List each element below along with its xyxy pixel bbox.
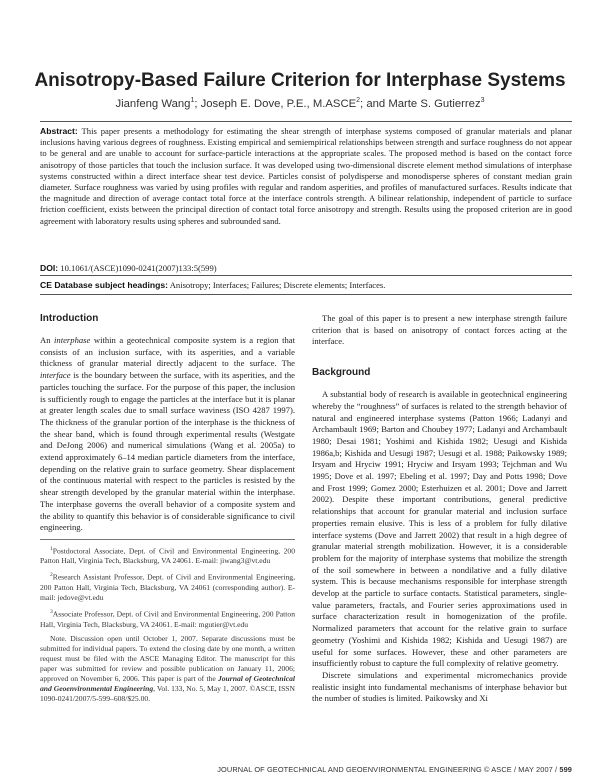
abstract-label: Abstract: (40, 126, 78, 136)
ce-database-value: Anisotropy; Interfaces; Failures; Discrete elements; Interfaces. (169, 280, 386, 290)
doi-line (40, 263, 572, 273)
doi-rule (40, 275, 572, 276)
goal-paragraph: The goal of this paper is to present a new interphase strength failure criterion that is based on anisotropy of contact forces acting at the interface. (312, 313, 567, 347)
abstract-top-rule (40, 121, 572, 122)
author-affiliation-mark: 1 (190, 97, 195, 104)
doi-value[interactable]: 10.1061/(ASCE)1090-0241(2007)133:5(599) (60, 263, 217, 273)
author-name: Jianfeng Wang (115, 97, 191, 110)
ce-database-line (40, 280, 572, 290)
header-bottom-rule (40, 294, 572, 295)
footnote-3: $^3$Associate Professor, Dept. of Civil and Environmental Engineering, 200 Patton Hall, Virginia Tech, Blacksburg, VA 24061. E-mail: mgutier@vt.edu (40, 609, 295, 629)
abstract-block (40, 126, 572, 227)
page-number: 599 (559, 765, 572, 774)
author-separator: ; and (360, 97, 389, 110)
doi-label: DOI: (40, 263, 59, 273)
ce-database-label: CE Database subject headings: (40, 280, 168, 290)
author-affiliation-mark: 2 (356, 97, 361, 104)
section-heading-background: Background (312, 367, 371, 379)
footnote-1: $^1$Postdoctoral Associate, Dept. of Civil and Environmental Engineering, 200 Patton Hall, Virginia Tech, Blacksburg, VA 24061. E-mail: jiwang3@vt.edu (40, 545, 295, 566)
background-paragraph-2: Discrete simulations and experimental micromechanics provide realistic insight into fundamental mechanisms of interphase behavior but the number of studies is limited. Paikowsky and Xi (312, 669, 567, 704)
author-affiliation-mark: 3 (480, 97, 485, 104)
author-name: Joseph E. Dove, P.E., M.ASCE (200, 97, 357, 110)
footer-journal: JOURNAL OF GEOTECHNICAL AND GEOENVIRONMENTAL ENGINEERING © ASCE / MAY 2007 / (217, 765, 560, 774)
footnote-rule (40, 539, 295, 540)
section-heading-introduction: Introduction (40, 313, 99, 324)
author-name: Marte S. Gutierrez (388, 97, 481, 110)
left-column (40, 313, 295, 704)
abstract-text: This paper presents a methodology for estimating the shear strength of interphase systems composed of granular materials and planar inclusions having various degrees of roughness. Existing empirical and semiempirical relationships between strength and surface roughness do not appear to be general and are unable to account for surface-particle interactions at the appropriate scales. The proposed method is based on the contact force anisotropy of those particles that touch the inclusion surface. It was developed using two-dimensional discrete element method simulations of interphase systems constructed within a direct interface shear test device. Particles consist of polydisperse and monodisperse spheres of constant median grain diameter. Surface roughness was varied by using profiles with regular and random asperities, and profiles of manufactured surfaces. Results indicate that the magnitude and direction of average contact total force at the interface controls strength. A bilinear relationship, independent of particle to surface friction coefficient, exists between the principal direction of contact total force anisotropy and strength. Results using the proposed criterion are in good agreement with laboratory results using spheres and subrounded sand. (40, 126, 573, 226)
background-paragraph-1: A substantial body of research is available in geotechnical engineering whereby the “roughness” of surfaces is related to the strength behavior of natural and engineered interphase systems (Patton 1966; Ladanyi and Archambault 1969; Barton and Choubey 1977; Ladanyi and Archambault 1980; Desai 1981; Yoshimi and Kishida 1982; Uesugi and Kishida 1986a,b; Kishida and Uesugi 1987; Uesugi et al. 1988; Paikowsky 1989; Irsyam and Hryciw 1991; Hryciw and Irsyam 1993; Tejchman and Wu 1995; Dove et al. 1997; Ebeling et al. 1997; Day and Potts 1998; Dove and Frost 1999; Gomez 2000; Esterhuizen et al. 2001; Dove and Jarrett 2002). Despite these important contributions, general predictive relationships that account for granular material and inclusion surface properties remain elusive. This is less of a problem for fully dilative interface systems (Dove and Jarrett 2002) that result in a high degree of granular material strength mobilization. However, it is a considerable problem for the majority of interphase systems that mobilize the strength of the soil somewhere in between a nondilative and a fully dilative system. This is because mechanisms responsible for interphase strength develop at the particle to surface contacts. Statistical parameters, single-value parameters, fractals, and Fourier series approximations used in surface characterization result in homogenization of the profile. Normalized parameters that account for the relative grain to surface geometry (Yoshimi and Kishida 1982; Kishida and Uesugi 1987) are useful for some surfaces. However, these and other parameters are insufficiently robust to capture the full complexity of relative geometry. (312, 389, 567, 669)
intro-paragraph: An interphase within a geotechnical composite system is a region that consists of an inclusion surface, with its asperities, and a variable thickness of granular material directly adjacent to the surface. The interface is the boundary between the surface, with its asperities, and the particles touching the surface. For the purpose of this paper, the inclusion is sufficiently rough to engage the particles at the interface but it is planar at greater length scales due to small surface waviness (ISO 4287 1997). The thickness of the granular portion of the interphase is the thickness of the shear band, which is found through experimental results (Westgate and DeJong 2006) and numerical simulations (Wang et al. 2005a) to extend approximately 6–14 median particle diameters from the interface, depending on the relative grain to surface geometry. Shear displacement of the continuous material with respect to the particles is resisted by the shear strength developed by the granular material within the interphase. The interphase governs the overall behavior of a composite system and the ability to quantify this behavior is of considerable significance to civil engineering. (40, 335, 295, 533)
paper-title: Anisotropy-Based Failure Criterion for Interphase Systems (34, 70, 566, 91)
footnote-2: $^2$Research Assistant Professor, Dept. of Civil and Environmental Engineering, 200 Patton Hall, Virginia Tech, Blacksburg, VA 24061 (corresponding author). E-mail: jedove@vt.edu (40, 572, 295, 603)
author-list (20, 97, 580, 110)
page-footer (40, 765, 572, 774)
discussion-note: Note. Discussion open until October 1, 2007. Separate discussions must be submitted for individual papers. To extend the closing date by one month, a written request must be filed with the ASCE Managing Editor. The manuscript for this paper was submitted for review and possible publication on January 11, 2006; approved on November 6, 2006. This paper is part of the Journal of Geotechnical and Geoenvironmental Engineering, Vol. 133, No. 5, May 1, 2007. ©ASCE, ISSN 1090-0241/2007/5-599–608/$25.00. (40, 633, 296, 703)
author-separator: ; (194, 97, 201, 110)
right-column (312, 313, 567, 705)
